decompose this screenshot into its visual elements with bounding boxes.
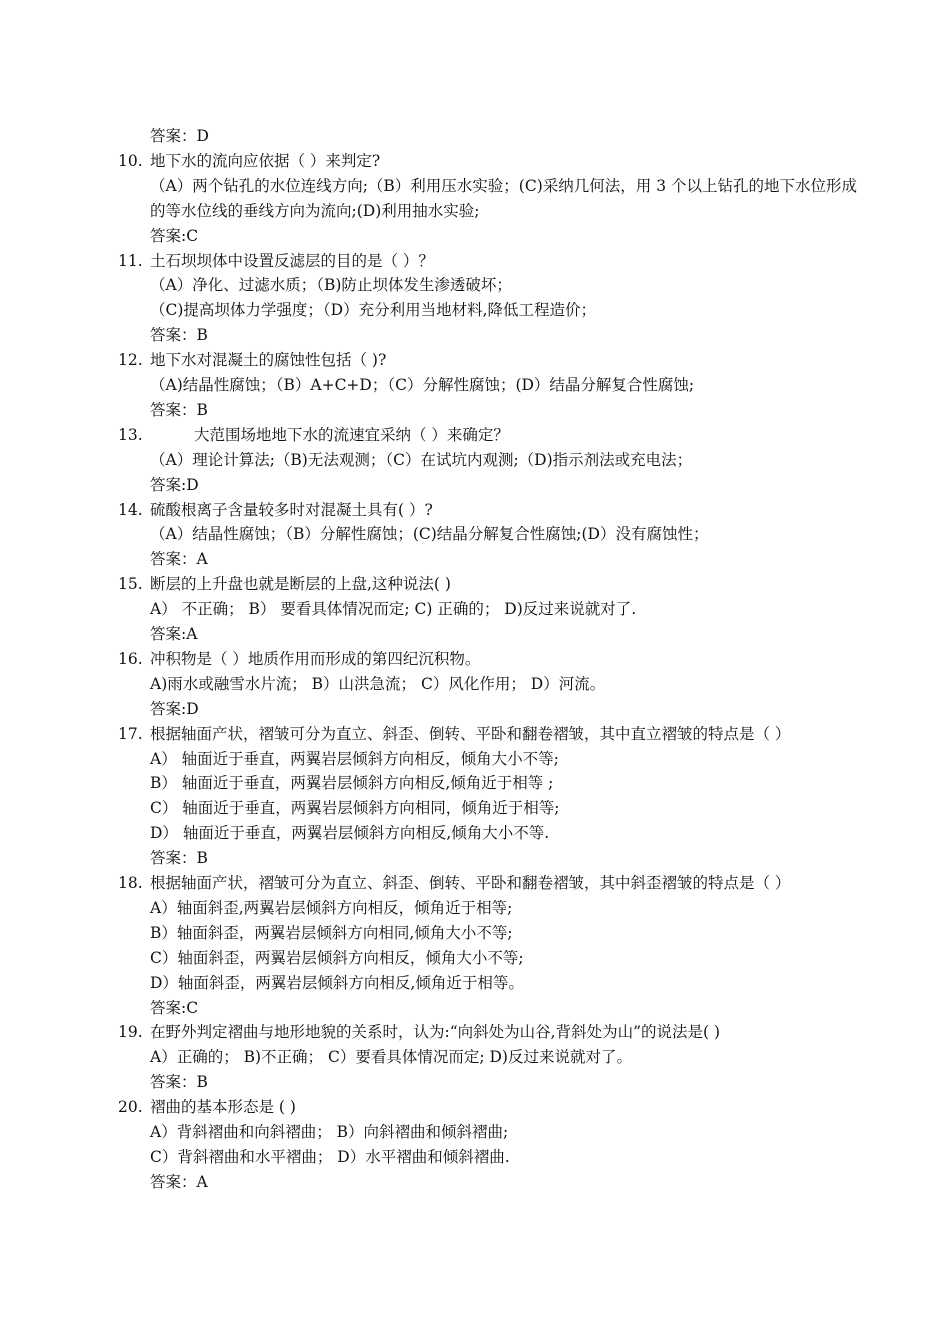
options-line: A)雨水或融雪水片流； B）山洪急流； C）风化作用； D）河流。 — [150, 674, 606, 693]
answer-line: 答案:C — [150, 998, 199, 1017]
question-18 — [118, 871, 863, 896]
question-15 — [118, 572, 863, 597]
question-17 — [118, 722, 863, 747]
question-number: 20. — [118, 1098, 143, 1117]
question-12 — [118, 348, 863, 373]
options-line: D） 轴面近于垂直，两翼岩层倾斜方向相反,倾角大小不等. — [150, 824, 550, 843]
question-text: 地下水对混凝土的腐蚀性包括（ )? — [150, 351, 387, 370]
options-line: C）背斜褶曲和水平褶曲； D）水平褶曲和倾斜褶曲. — [150, 1147, 510, 1166]
question-number: 18. — [118, 874, 143, 893]
answer-line: 答案：B — [150, 326, 208, 345]
question-text: 在野外判定褶曲与地形地貌的关系时，认为:“向斜处为山谷,背斜处为山”的说法是( ) — [150, 1023, 721, 1042]
options-line: A） 轴面近于垂直，两翼岩层倾斜方向相反，倾角大小不等; — [150, 749, 559, 768]
options-line: A） 不正确； B） 要看具体情况而定; C) 正确的； D)反过来说就对了. — [150, 600, 637, 619]
options-line: （A）两个钻孔的水位连线方向;（B）利用压水实验；(C)采纳几何法，用 3 个以上钻孔的地下水位形成的等水位线的垂线方向为流向;(D)利用抽水实验; — [150, 176, 857, 220]
question-10 — [118, 149, 863, 174]
question-11 — [118, 249, 863, 274]
question-text: 冲积物是（ ）地质作用而形成的第四纪沉积物。 — [150, 649, 481, 668]
options-line: （C)提高坝体力学强度；（D）充分利用当地材料,降低工程造价； — [150, 301, 597, 320]
question-text: 硫酸根离子含量较多时对混凝土具有( ）? — [150, 500, 433, 519]
question-13 — [118, 423, 863, 448]
question-number: 10. — [118, 151, 143, 170]
answer-line: 答案：A — [150, 1172, 208, 1191]
question-text: 断层的上升盘也就是断层的上盘,这种说法( ) — [150, 575, 451, 594]
answer-line: 答案：B — [150, 849, 208, 868]
options-line: （A）净化、过滤水质；（B)防止坝体发生渗透破坏； — [150, 276, 512, 295]
question-text: 土石坝坝体中设置反滤层的目的是（ ）？ — [150, 251, 434, 270]
question-number: 19. — [118, 1023, 143, 1042]
answer-line: 答案：B — [150, 1073, 208, 1092]
question-number: 14. — [118, 500, 143, 519]
question-20 — [118, 1095, 863, 1120]
answer-line: 答案：D — [150, 127, 209, 145]
question-text: 根据轴面产状，褶皱可分为直立、斜歪、倒转、平卧和翻卷褶皱，其中直立褶皱的特点是（ ） — [150, 724, 791, 743]
answer-line: 答案:C — [150, 226, 199, 245]
question-text: 大范围场地地下水的流速宜采纳（ ）来确定？ — [194, 425, 509, 444]
question-text: 根据轴面产状，褶皱可分为直立、斜歪、倒转、平卧和翻卷褶皱，其中斜歪褶皱的特点是（ ） — [150, 874, 791, 893]
question-19 — [118, 1020, 863, 1045]
question-number: 11. — [118, 251, 143, 270]
answer-line: 答案：B — [150, 400, 208, 419]
question-number: 13. — [118, 425, 143, 444]
options-line: （A）理论计算法;（B)无法观测；（C）在试坑内观测;（D)指示剂法或充电法； — [150, 450, 693, 469]
answer-line: 答案：A — [150, 550, 208, 569]
options-line: A）正确的； B)不正确； C）要看具体情况而定; D)反过来说就对了。 — [150, 1048, 632, 1067]
answer-line: 答案:D — [150, 699, 199, 718]
options-line: D）轴面斜歪，两翼岩层倾斜方向相反,倾角近于相等。 — [150, 973, 524, 992]
question-number: 16. — [118, 649, 143, 668]
options-line: A）轴面斜歪,两翼岩层倾斜方向相反，倾角近于相等; — [150, 898, 513, 917]
question-number: 17. — [118, 724, 143, 743]
answer-line: 答案:A — [150, 625, 198, 644]
question-number: 12. — [118, 351, 143, 370]
options-line: C）轴面斜歪，两翼岩层倾斜方向相反，倾角大小不等; — [150, 948, 524, 967]
options-line: B） 轴面近于垂直，两翼岩层倾斜方向相反,倾角近于相等 ; — [150, 774, 554, 793]
options-line: B）轴面斜歪，两翼岩层倾斜方向相同,倾角大小不等; — [150, 923, 513, 942]
question-text: 褶曲的基本形态是 ( ) — [150, 1098, 296, 1117]
question-16 — [118, 647, 863, 672]
options-line: C） 轴面近于垂直，两翼岩层倾斜方向相同，倾角近于相等; — [150, 799, 560, 818]
options-line: A）背斜褶曲和向斜褶曲； B）向斜褶曲和倾斜褶曲; — [150, 1123, 509, 1142]
question-list — [118, 124, 863, 1195]
question-number: 15. — [118, 575, 143, 594]
options-line: （A）结晶性腐蚀；（B）分解性腐蚀；(C)结晶分解复合性腐蚀;(D）没有腐蚀性； — [150, 525, 709, 544]
options-line: （A)结晶性腐蚀；（B）A+C+D；（C）分解性腐蚀；(D）结晶分解复合性腐蚀; — [150, 376, 695, 395]
question-14 — [118, 498, 863, 523]
question-text: 地下水的流向应依据（ ）来判定? — [150, 151, 381, 170]
answer-line: 答案:D — [150, 475, 199, 494]
